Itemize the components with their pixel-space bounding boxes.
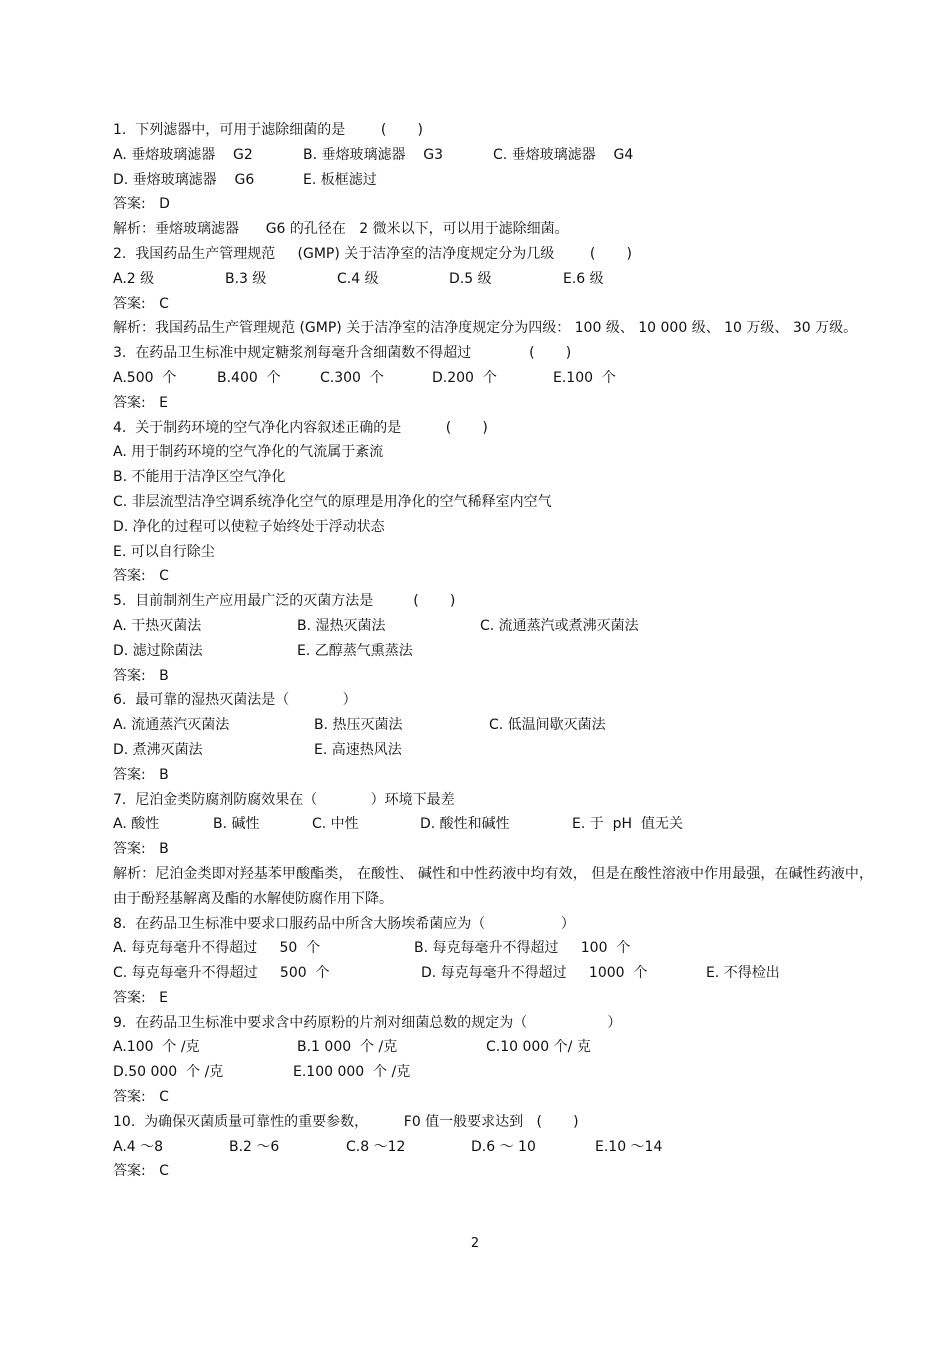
option-a: A.4 ～8 bbox=[113, 1138, 164, 1155]
option-b: B. 垂熔玻璃滤器 G3 bbox=[303, 146, 444, 163]
question-10-answer: 答案: C bbox=[113, 1163, 169, 1180]
question-10-options bbox=[113, 1135, 873, 1160]
option-b: B.400 个 bbox=[217, 369, 281, 386]
option-d: D. 垂熔玻璃滤器 G6 bbox=[113, 171, 255, 188]
option-e: E. 板框滤过 bbox=[303, 171, 377, 188]
question-8-options-row-1 bbox=[113, 936, 873, 961]
option-d: D. 酸性和碱性 bbox=[420, 816, 510, 833]
question-5-answer: 答案: B bbox=[113, 667, 169, 684]
question-9-answer: 答案: C bbox=[113, 1089, 169, 1106]
question-1-options-row-2 bbox=[113, 168, 873, 193]
question-9-options-row-1 bbox=[113, 1035, 873, 1060]
option-c: C. 每克每毫升不得超过 500 个 bbox=[113, 965, 330, 982]
option-b: B. 每克每毫升不得超过 100 个 bbox=[414, 940, 631, 957]
question-list bbox=[113, 118, 873, 1184]
question-6-stem: 6. 最可靠的湿热灭菌法是（ ） bbox=[113, 692, 357, 709]
option-c: C. 中性 bbox=[312, 816, 359, 833]
option-a: A. 流通蒸汽灭菌法 bbox=[113, 717, 230, 734]
option-e: E. 不得检出 bbox=[706, 965, 780, 982]
option-c: C.300 个 bbox=[320, 369, 384, 386]
option-b: B. 热压灭菌法 bbox=[314, 717, 403, 734]
question-5-options-row-1 bbox=[113, 614, 873, 639]
option-e: E.100 个 bbox=[553, 369, 616, 386]
question-6-options-row-2 bbox=[113, 738, 873, 763]
question-7-options bbox=[113, 812, 873, 837]
option-a: A.100 个 /克 bbox=[113, 1039, 200, 1056]
option-a: A. 每克每毫升不得超过 50 个 bbox=[113, 940, 321, 957]
question-3-options bbox=[113, 366, 873, 391]
question-2-options bbox=[113, 267, 873, 292]
option-e: E. 乙醇蒸气熏蒸法 bbox=[297, 642, 413, 659]
option-d: D. 煮沸灭菌法 bbox=[113, 741, 203, 758]
option-c: C.10 000 个/ 克 bbox=[486, 1039, 591, 1056]
option-e: E.100 000 个 /克 bbox=[293, 1064, 411, 1081]
option-c: C. 垂熔玻璃滤器 G4 bbox=[493, 146, 634, 163]
option-b: B. 湿热灭菌法 bbox=[297, 617, 386, 634]
question-9-stem: 9. 在药品卫生标准中要求含中药原粉的片剂对细菌总数的规定为（ ） bbox=[113, 1014, 622, 1031]
option-e: E.6 级 bbox=[563, 270, 604, 287]
option-a: A. 垂熔玻璃滤器 G2 bbox=[113, 146, 253, 163]
option-d: D.6 ～ 10 bbox=[471, 1138, 536, 1155]
option-b: B.2 ～6 bbox=[229, 1138, 280, 1155]
option-c: C.8 ～12 bbox=[346, 1138, 406, 1155]
option-c: C. 流通蒸汽或煮沸灭菌法 bbox=[480, 617, 639, 634]
question-2-explanation: 解析：我国药品生产管理规范 (GMP) 关于洁净室的洁净度规定分为四级： 100 级、 10 000 级、 10 万级、 30 万级。 bbox=[113, 320, 858, 337]
question-5-options-row-2 bbox=[113, 639, 873, 664]
page-number: 2 bbox=[470, 1236, 480, 1251]
option-c: C. 低温间歇灭菌法 bbox=[489, 717, 606, 734]
question-8-stem: 8. 在药品卫生标准中要求口服药品中所含大肠埃希菌应为（ ） bbox=[113, 915, 575, 932]
question-8-options-row-2 bbox=[113, 961, 873, 986]
question-9-options-row-2 bbox=[113, 1060, 873, 1085]
question-7-explanation: 解析：尼泊金类即对羟基苯甲酸酯类， 在酸性、 碱性和中性药液中均有效， 但是在酸性溶液中作用最强，在碱性药液中，由于酚羟基解离及酯的水解使防腐作用下降。 bbox=[113, 865, 873, 907]
option-d: D. 净化的过程可以使粒子始终处于浮动状态 bbox=[113, 518, 385, 535]
question-4-answer: 答案: C bbox=[113, 568, 169, 585]
option-c: C. 非层流型洁净空调系统净化空气的原理是用净化的空气稀释室内空气 bbox=[113, 493, 552, 510]
question-2-stem: 2. 我国药品生产管理规范 (GMP) 关于洁净室的洁净度规定分为几级 ( ) bbox=[113, 245, 632, 262]
option-e: E. 于 pH 值无关 bbox=[572, 816, 683, 833]
option-e: E. 可以自行除尘 bbox=[113, 543, 215, 560]
question-10-stem: 10. 为确保灭菌质量可靠性的重要参数， F0 值一般要求达到 ( ) bbox=[113, 1113, 579, 1130]
option-d: D.5 级 bbox=[449, 270, 492, 287]
question-3-answer: 答案: E bbox=[113, 394, 168, 411]
option-d: D. 每克每毫升不得超过 1000 个 bbox=[421, 965, 648, 982]
option-b: B. 碱性 bbox=[213, 816, 260, 833]
question-6-options-row-1 bbox=[113, 713, 873, 738]
option-d: D.50 000 个 /克 bbox=[113, 1064, 224, 1081]
option-a: A.2 级 bbox=[113, 270, 155, 287]
question-1-answer: 答案: D bbox=[113, 196, 170, 213]
option-e: E.10 ～14 bbox=[595, 1138, 663, 1155]
question-1-options-row-1 bbox=[113, 143, 873, 168]
question-1-stem: 1. 下列滤器中，可用于滤除细菌的是 ( ) bbox=[113, 122, 423, 138]
option-d: D.200 个 bbox=[432, 369, 497, 386]
question-8-answer: 答案: E bbox=[113, 989, 168, 1006]
question-1-explanation: 解析：垂熔玻璃滤器 G6 的孔径在 2 微米以下，可以用于滤除细菌。 bbox=[113, 221, 569, 238]
option-a: A. 用于制药环境的空气净化的气流属于紊流 bbox=[113, 444, 384, 461]
option-e: E. 高速热风法 bbox=[314, 741, 402, 758]
option-a: A.500 个 bbox=[113, 369, 177, 386]
option-d: D. 滤过除菌法 bbox=[113, 642, 203, 659]
question-7-answer: 答案: B bbox=[113, 841, 169, 858]
option-c: C.4 级 bbox=[337, 270, 379, 287]
question-2-answer: 答案: C bbox=[113, 295, 169, 312]
option-b: B.1 000 个 /克 bbox=[297, 1039, 398, 1056]
option-a: A. 酸性 bbox=[113, 816, 160, 833]
option-a: A. 干热灭菌法 bbox=[113, 617, 202, 634]
option-b: B.3 级 bbox=[225, 270, 267, 287]
question-5-stem: 5. 目前制剂生产应用最广泛的灭菌方法是 ( ) bbox=[113, 593, 456, 610]
question-6-answer: 答案: B bbox=[113, 766, 169, 783]
question-4-stem: 4. 关于制药环境的空气净化内容叙述正确的是 ( ) bbox=[113, 419, 488, 436]
option-b: B. 不能用于洁净区空气净化 bbox=[113, 469, 286, 486]
question-7-stem: 7. 尼泊金类防腐剂防腐效果在（ ）环境下最差 bbox=[113, 791, 455, 808]
question-3-stem: 3. 在药品卫生标准中规定糖浆剂每毫升含细菌数不得超过 ( ) bbox=[113, 345, 572, 362]
